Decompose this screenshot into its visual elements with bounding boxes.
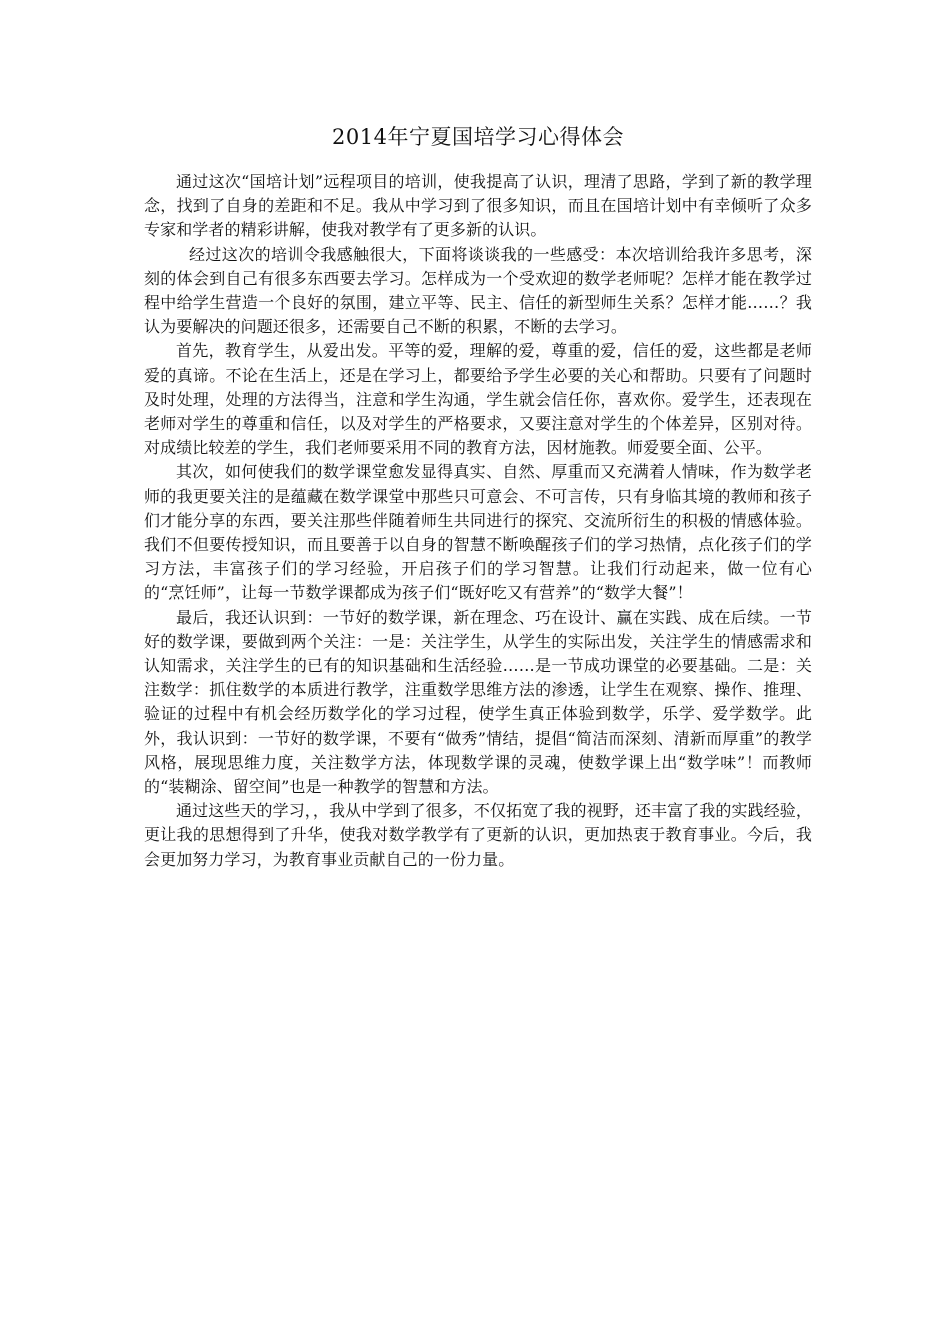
document-content [144,120,812,872]
paragraph-intro: 通过这次“国培计划”远程项目的培训，使我提高了认识，理清了思路，学到了新的教学理念，找到了自身的差距和不足。我从中学习到了很多知识，而且在国培计划中有幸倾听了众多专家和学者的精彩讲解，使我对教学有了更多新的认识。 [144,172,812,240]
paragraph-conclusion: 通过这些天的学习，，我从中学到了很多，不仅拓宽了我的视野，还丰富了我的实践经验，更让我的思想得到了升华，使我对数学教学有了更新的认识，更加热衷于教育事业。今后，我会更加努力学习，为教育事业贡献自己的一份力量。 [144,801,813,869]
paragraph-first-point: 首先，教育学生，从爱出发。平等的爱，理解的爱，尊重的爱，信任的爱，这些都是老师爱的真谛。不论在生活上，还是在学习上，都要给予学生必要的关心和帮助。只要有了问题时及时处理，处理的方法得当，注意和学生沟通，学生就会信任你，喜欢你。爱学生，还表现在老师对学生的尊重和信任，以及对学生的严格要求，又要注意对学生的个体差异，区别对待。对成绩比较差的学生，我们老师要采用不同的教育方法，因材施教。师爱要全面、公平。 [144,341,812,458]
paragraph-feelings: 经过这次的培训令我感触很大，下面将谈谈我的一些感受：本次培训给我许多思考，深刻的体会到自己有很多东西要去学习。怎样成为一个受欢迎的数学老师呢？怎样才能在教学过程中给学生营造一个良好的氛围，建立平等、民主、信任的新型师生关系？怎样才能……？我认为要解决的问题还很多，还需要自己不断的积累，不断的去学习。 [144,244,812,337]
paragraph-second-point: 其次，如何使我们的数学课堂愈发显得真实、自然、厚重而又充满着人情味，作为数学老师的我更要关注的是蕴藏在数学课堂中那些只可意会、不可言传，只有身临其境的教师和孩子们才能分享的东西，要关注那些伴随着师生共同进行的探究、交流所衍生的积极的情感体验。我们不但要传授知识，而且要善于以自身的智慧不断唤醒孩子们的学习热情，点化孩子们的学习方法，丰富孩子们的学习经验，开启孩子们的学习智慧。让我们行动起来，做一位有心的“烹饪师”，让每一节数学课都成为孩子们“既好吃又有营养”的“数学大餐”！ [144,462,812,603]
document-title: 2014年宁夏国培学习心得体会 [332,125,624,149]
paragraph-third-point: 最后，我还认识到：一节好的数学课，新在理念、巧在设计、赢在实践、成在后续。一节好的数学课，要做到两个关注：一是：关注学生，从学生的实际出发，关注学生的情感需求和认知需求，关注学生的已有的知识基础和生活经验……是一节成功课堂的必要基础。二是：关注数学：抓住数学的本质进行教学，注重数学思维方法的渗透，让学生在观察、操作、推理、验证的过程中有机会经历数学化的学习过程，使学生真正体验到数学，乐学、爱学数学。此外，我认识到：一节好的数学课，不要有“做秀”情结，提倡“简洁而深刻、清新而厚重”的教学风格，展现思维力度，关注数学方法，体现数学课的灵魂，使数学课上出“数学味”！而教师的“装糊涂、留空间”也是一种教学的智慧和方法。 [144,607,812,797]
